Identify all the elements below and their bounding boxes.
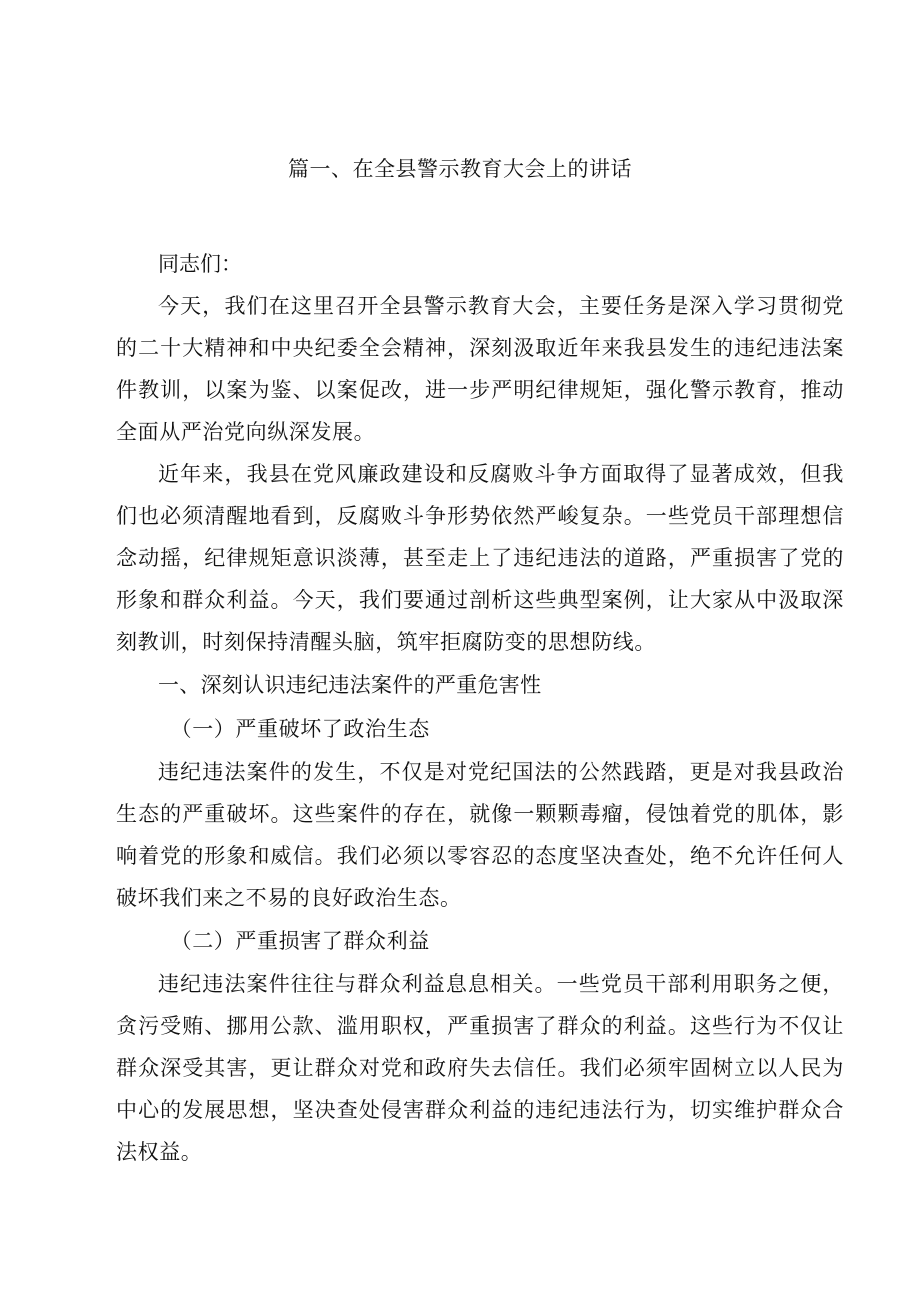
subsection-1-heading: （一）严重破坏了政治生态 <box>170 717 430 741</box>
document-body <box>116 243 844 1173</box>
subsection-1-paragraph: 违纪违法案件的发生，不仅是对党纪国法的公然践踏，更是对我县政治生态的严重破坏。这些案件的存在，就像一颗颗毒瘤，侵蚀着党的肌体，影响着党的形象和威信。我们必须以零容忍的态度坚决查处，绝不允许任何人破坏我们来之不易的良好政治生态。 <box>116 760 844 910</box>
subsection-2-paragraph: 违纪违法案件往往与群众利益息息相关。一些党员干部利用职务之便，贪污受贿、挪用公款、滥用职权，严重损害了群众的利益。这些行为不仅让群众深受其害，更让群众对党和政府失去信任。我们必须牢固树立以人民为中心的发展思想，坚决查处侵害群众利益的违纪违法行为，切实维护群众合法权益。 <box>116 972 844 1164</box>
section-1-heading: 一、深刻认识违纪违法案件的严重危害性 <box>158 673 542 697</box>
greeting: 同志们： <box>158 252 242 276</box>
intro-paragraph-1: 今天，我们在这里召开全县警示教育大会，主要任务是深入学习贯彻党的二十大精神和中央纪委全会精神，深刻汲取近年来我县发生的违纪违法案件教训，以案为鉴、以案促改，进一步严明纪律规矩，强化警示教育，推动全面从严治党向纵深发展。 <box>116 294 844 444</box>
document-title: 篇一、在全县警示教育大会上的讲话 <box>288 157 632 181</box>
intro-paragraph-2: 近年来，我县在党风廉政建设和反腐败斗争方面取得了显著成效，但我们也必须清醒地看到，反腐败斗争形势依然严峻复杂。一些党员干部理想信念动摇，纪律规矩意识淡薄，甚至走上了违纪违法的道路，严重损害了党的形象和群众利益。今天，我们要通过剖析这些典型案例，让大家从中汲取深刻教训，时刻保持清醒头脑，筑牢拒腐防变的思想防线。 <box>116 462 844 654</box>
subsection-2-heading: （二）严重损害了群众利益 <box>170 929 430 953</box>
